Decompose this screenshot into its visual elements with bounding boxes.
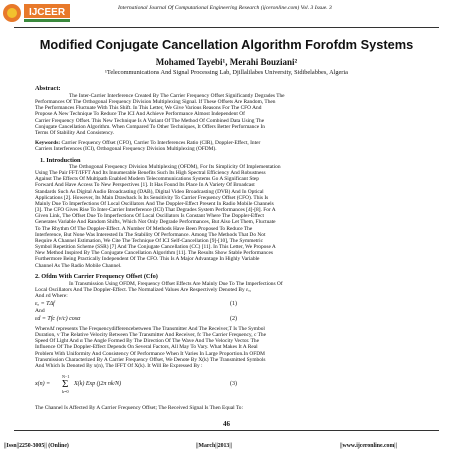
abstract-body [35,93,418,136]
section2-intro [35,281,418,299]
intro-line: Against The Effects Of Multipath Enabled Modern Telecommunications Systems Go A Significant Step [35,176,259,183]
intro-heading: 1. Introduction [40,157,81,164]
intro-line: Applications [2]. However, Its Main Drawback Is Its Sensitivity To Carrier Frequency Offset (CFO). This Is [35,194,269,201]
abstract-line: Terms Of Stability And Consistency. [35,129,115,136]
equation-3-number: (3) [230,381,237,387]
section2-line: Duration, v The Relative Velocity Between The Transmitter And Receiver, fc The Carrier Frequency, c The [35,332,266,339]
abstract-heading: Abstract: [35,85,61,92]
intro-line: The Orthogonal Frequency Division Multiplexing (OFDM), For Its Simplicity Of Implementation [69,164,281,170]
section2-line: And εd Where: [35,293,68,300]
keywords-text: Carrier Frequency Offset (CFO), Carrier To Interferences Ratio (CIR), Doppler-Effect, Inter [61,140,261,146]
section2-line: WhereΔf represents The Frequencydifferencebetween The Transmitter And The Receiver,T Is The Symbol [35,326,265,332]
section2-line: Transmission Characterized By A Carrier Frequency Offset, We Denote By X(k) The Transmitted Symbols [35,356,266,363]
footer-issn: ||Issn||2250-3005|| (Online) [4,443,69,449]
abstract-line: The Inter-Carrier Interference Created By The Carrier Frequency Offset Significantly Degrades The [69,93,285,99]
paper-title: Modified Conjugate Cancellation Algorithm Forofdm Systems [39,37,414,52]
section2-line: Influence Of The Doppler-Effect Depends On Several Factors, All May To Vary. What Makes It A Real [35,344,258,351]
footer-site: ||www.ijceronline.com|| [340,443,397,449]
equation-1: εₒ = TΔf [35,301,55,307]
section2-definitions [35,326,418,369]
section2-line: Speed Of Light And α The Angle Formed By The Direction Of The Wave And The Velocity Vector. The [35,338,260,345]
equation-3-sum-upper: N−1 [62,374,70,379]
intro-line: Require A Channel Estimation, We Cite The Technique Of ICI Self-Cancellation [9]-[10], The Symmetric [35,237,263,244]
keywords-block [35,140,418,152]
footer-date: ||March||2013|| [196,443,232,449]
intro-line: [3]. The CFO Gives Rise To Inter-Carrier Interference (ICI) That Degrades System Performances [4]-[8]. For A [35,207,276,214]
page-header [0,0,453,27]
equation-3-sum-lower: k=0 [62,389,69,394]
intro-line: Given Link, The Offset Due To Imperfections Of Local Oscillators Is Constant Where The Doppler-Effect [35,213,265,220]
keywords-label: Keywords: [35,140,61,146]
paper-affiliation: ¹Telecommunications And Signal Processing Lab, Djillalilabes University, Sidibelabbes, Algeria [105,69,348,76]
equation-3-lhs: x(n) = [35,381,51,387]
abstract-line: Conjugate Cancellation Algorithm. When Compared To Other Techniques, It Offers Better Performance In [35,123,265,130]
intro-line: Symbol Repetition Scheme (SSR) [7] And The Conjugate Cancellation (CC) [11]. In This Letter, We Propose A [35,244,276,251]
journal-logo [2,1,72,25]
equation-2: εd = Tfc (v/c) cosα [35,316,81,322]
journal-name: International Journal Of Computational Engineering Research (ijceronline.com) Vol. 3 Issue. 3 [118,5,332,11]
intro-line: Generates Variable And Random Shifts, Which Not Only Degrade Performances, But Also Let Them, Fluctuate [35,219,276,226]
and-word: And [35,308,45,314]
section2-line: Problem With Uniformity And Consistency Of Performance When It Varies In Large Proportion.In OFDM [35,350,265,357]
intro-body [35,164,418,269]
section2-line: In Transmission Using OFDM, Frequency Offset Effects Are Mainly Due To The Imperfections Of [69,281,283,287]
intro-line: Interference, But None Was Interested In The Stability Of Performance. Among The Methods That Do Not [35,231,266,238]
equation-1-number: (1) [230,301,237,307]
logo-text: IJCEER [28,7,66,18]
equation-3-rhs: X(k) Exp (j2π nk/N) [74,381,122,387]
abstract-line: The Performances Fluctuate With This Shift. In This Letter, We Give Various Reasons For The CFO And [35,105,262,112]
section2-heading: 2. Ofdm With Carrier Frequency Offset (Cfo) [35,273,158,280]
abstract-line: Propose A New Technique To Reduce The ICI And Achieve Performance Almost Independent Of [35,111,245,118]
equation-2-number: (2) [230,316,237,322]
intro-line: Furthermore Being Practically Independent Of The CFO. This Is A Major Advantage In Highly Variable [35,256,260,263]
section2-last-line: The Channel Is Affected By A Carrier Frequency Offset; The Received Signal Is Then Equal To: [35,405,243,411]
section2-line: And Which Is Denoted By x(n), The IFFT Of X(k). It Will Be Expressed By : [35,362,203,369]
intro-line: To The Rhythm Of The Doppler-Effect. A Number Of Methods Have Been Proposed To Reduce The [35,225,253,232]
intro-line: Forward And Have Access To New Perspectives [1]. It Has Found Its Place In A Variety Of Broadcast [35,182,255,189]
paper-authors: Mohamed Tayebi¹, Merahi Bouziani² [155,57,298,67]
intro-line: Mainly Due To Imperfections Of Local Oscillators And The Doppler-Effect Present In Radio Mobile Channels [35,200,274,207]
intro-line: Channel As The Radio Mobile Channel. [35,262,122,269]
header-rule [14,27,439,28]
footer-rule [14,430,439,431]
equation-3-sigma: Σ [62,378,69,390]
section2-line: Local Oscillators And The Doppler-Effect. The Normalized Values Are Respectively Denoted By εₒ, [35,287,252,294]
intro-line: Using The Pair FFT/IFFT And Its Innumerable Benefits Such Its High Spectral Efficiency And Robustness [35,170,266,177]
abstract-line: Carrier Frequency Offset. This New Technique Is A Variant Of The Method Of Combined Data Using The [35,117,265,124]
intro-line: Standards Such As Digital Audio Broadcasting (DAB), Digital Video Broadcasting (DVB) And In Optical [35,188,264,195]
keywords-text: Carriers Interferences (ICI), Orthogonal Frequency Division Multiplexing (OFDM). [35,146,217,153]
intro-line: New Method Inspired By The Conjugate Cancellation Algorithm [11]. The Results Show Stable Performances [35,250,273,257]
page-number: 46 [223,420,230,428]
abstract-line: Performances Of The Orthogonal Frequency Division Multiplexing Signal. If These Offsets Are Random, Then [35,99,276,106]
